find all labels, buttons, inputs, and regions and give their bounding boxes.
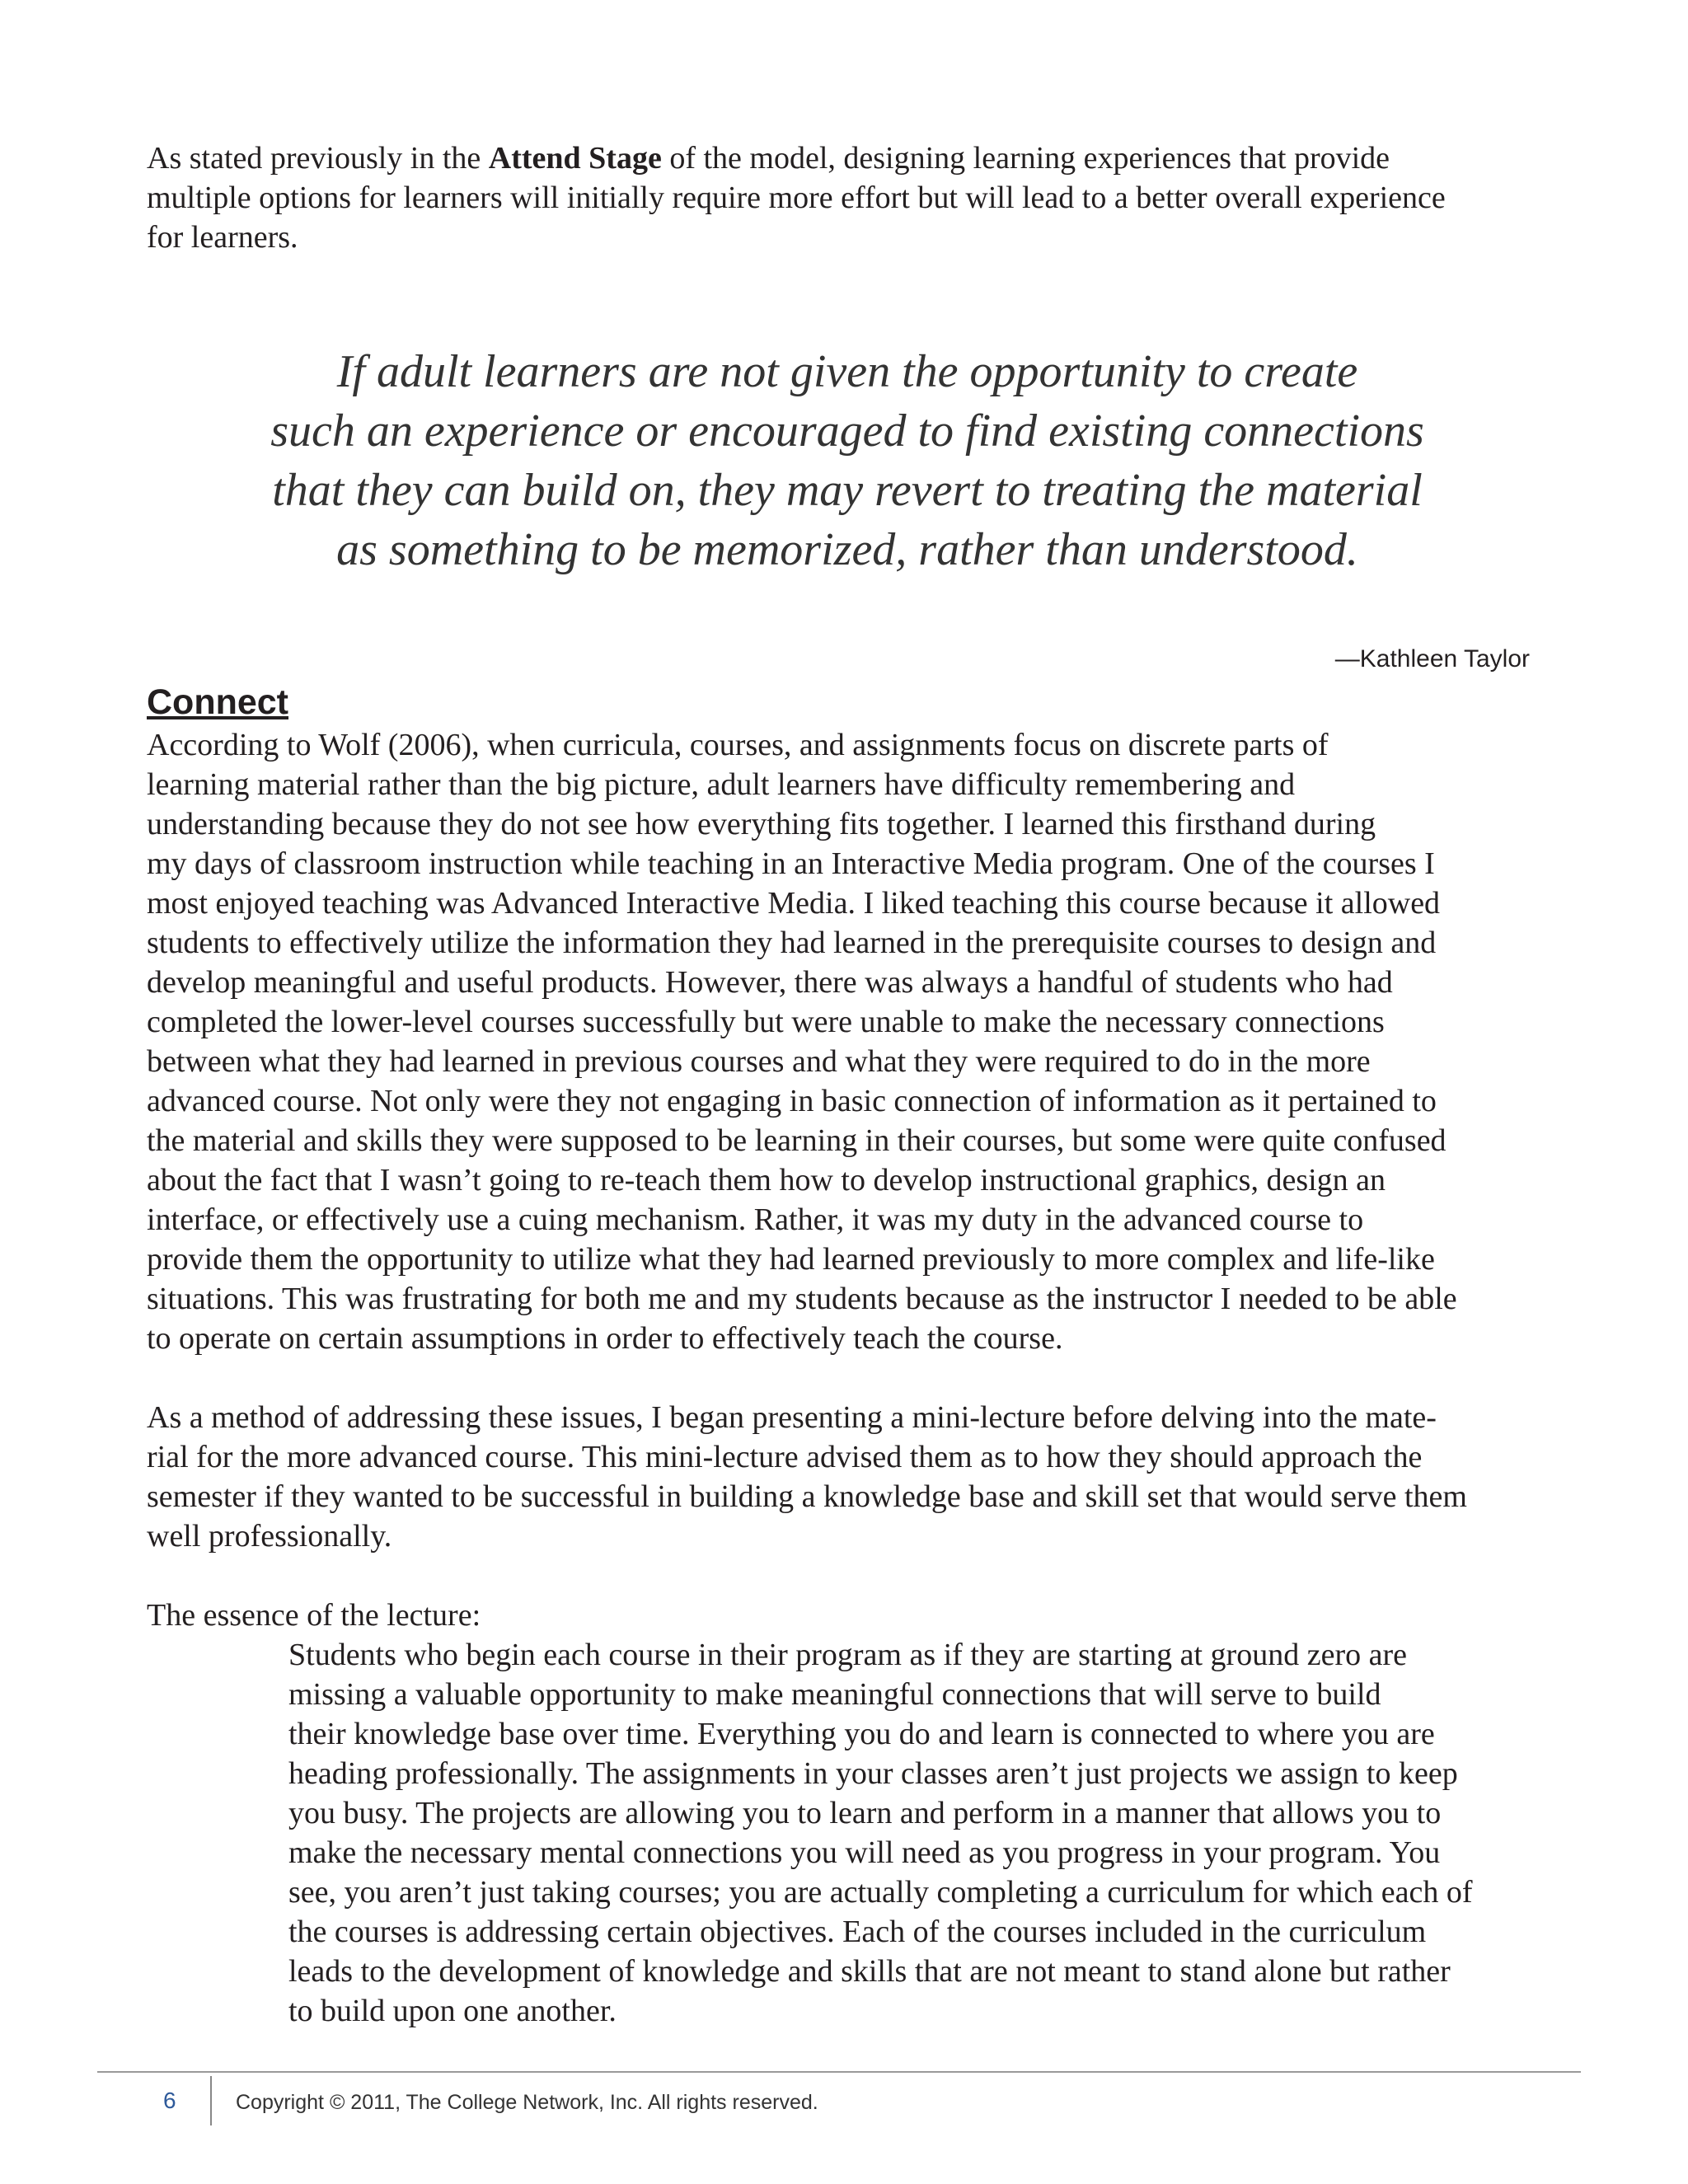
paragraph-line: According to Wolf (2006), when curricula, courses, and assignments focus on discrete parts of (147, 728, 1329, 762)
block-line: see, you aren’t just taking courses; you are actually completing a curriculum for which each of (288, 1875, 1473, 1910)
paragraph-line: between what they had learned in previous courses and what they were required to do in the more (147, 1044, 1371, 1079)
lecture-block-quote (288, 1635, 1558, 2031)
block-line: to build upon one another. (288, 1994, 617, 2028)
paragraph-line: develop meaningful and useful products. However, there was always a handful of students who had (147, 965, 1393, 1000)
connect-paragraph-1 (147, 725, 1548, 1358)
paragraph-line: my days of classroom instruction while teaching in an Interactive Media program. One of the courses I (147, 846, 1435, 881)
intro-paragraph (147, 138, 1548, 257)
page-number: 6 (163, 2088, 176, 2113)
block-line: missing a valuable opportunity to make meaningful connections that will serve to build (288, 1677, 1381, 1712)
copyright-notice: Copyright © 2011, The College Network, Inc. All rights reserved. (236, 2091, 818, 2114)
connect-paragraph-2 (147, 1398, 1548, 1556)
paragraph-line: situations. This was frustrating for both me and my students because as the instructor I needed to be able (147, 1282, 1457, 1316)
paragraph-line: students to effectively utilize the information they had learned in the prerequisite courses to design and (147, 926, 1437, 960)
paragraph-line: learning material rather than the big picture, adult learners have difficulty remembering and (147, 767, 1296, 802)
intro-line-3: for learners. (147, 220, 298, 255)
paragraph-line: most enjoyed teaching was Advanced Interactive Media. I liked teaching this course because it allowed (147, 886, 1441, 921)
paragraph-line: to operate on certain assumptions in order to effectively teach the course. (147, 1321, 1063, 1356)
paragraph-line: well professionally. (147, 1519, 392, 1554)
section-heading-connect: Connect (147, 682, 288, 722)
paragraph-line: provide them the opportunity to utilize what they had learned previously to more complex and life-like (147, 1242, 1435, 1277)
attend-stage-bold: Attend Stage (488, 141, 662, 176)
block-line: Students who begin each course in their program as if they are starting at ground zero are (288, 1638, 1407, 1672)
paragraph-line: about the fact that I wasn’t going to re-teach them how to develop instructional graphics, design an (147, 1163, 1386, 1197)
block-line: the courses is addressing certain objectives. Each of the courses included in the curriculum (288, 1915, 1427, 1949)
intro-line-1 (147, 138, 1548, 178)
quote-line: If adult learners are not given the opportunity to create (336, 346, 1358, 397)
footer-divider (210, 2076, 212, 2125)
block-line: their knowledge base over time. Everything you do and learn is connected to where you are (288, 1717, 1435, 1751)
intro-pre-text: As stated previously in the (147, 141, 489, 176)
pull-quote (147, 342, 1548, 579)
footer-rule (97, 2071, 1581, 2073)
quote-line: that they can build on, they may revert to treating the material (272, 465, 1423, 516)
block-line: heading professionally. The assignments in your classes aren’t just projects we assign to keep (288, 1756, 1458, 1791)
block-line: you busy. The projects are allowing you to learn and perform in a manner that allows you to (288, 1796, 1442, 1830)
paragraph-line: semester if they wanted to be successful in building a knowledge base and skill set that would serve them (147, 1479, 1467, 1514)
intro-post-text: of the model, designing learning experiences that provide (661, 141, 1390, 176)
block-line: leads to the development of knowledge and skills that are not meant to stand alone but rather (288, 1954, 1451, 1989)
quote-line: such an experience or encouraged to find existing connections (270, 405, 1424, 457)
block-line: make the necessary mental connections you will need as you progress in your program. You (288, 1835, 1441, 1870)
paragraph-line: completed the lower-level courses successfully but were unable to make the necessary connections (147, 1005, 1385, 1039)
intro-line-2: multiple options for learners will initially require more effort but will lead to a better overall experience (147, 180, 1446, 215)
essence-label (147, 1596, 1548, 1635)
paragraph-line: the material and skills they were supposed to be learning in their courses, but some were quite confused (147, 1123, 1447, 1158)
paragraph-line: rial for the more advanced course. This mini-lecture advised them as to how they should approach the (147, 1440, 1423, 1474)
essence-label-text: The essence of the lecture: (147, 1598, 481, 1633)
paragraph-line: advanced course. Not only were they not engaging in basic connection of information as it pertained to (147, 1084, 1437, 1118)
quote-line: as something to be memorized, rather than understood. (336, 524, 1358, 575)
paragraph-line: As a method of addressing these issues, I began presenting a mini-lecture before delving into the mate- (147, 1400, 1437, 1435)
quote-attribution: —Kathleen Taylor (1334, 645, 1530, 673)
paragraph-line: interface, or effectively use a cuing mechanism. Rather, it was my duty in the advanced course to (147, 1202, 1364, 1237)
paragraph-line: understanding because they do not see how everything fits together. I learned this firsthand during (147, 807, 1376, 841)
